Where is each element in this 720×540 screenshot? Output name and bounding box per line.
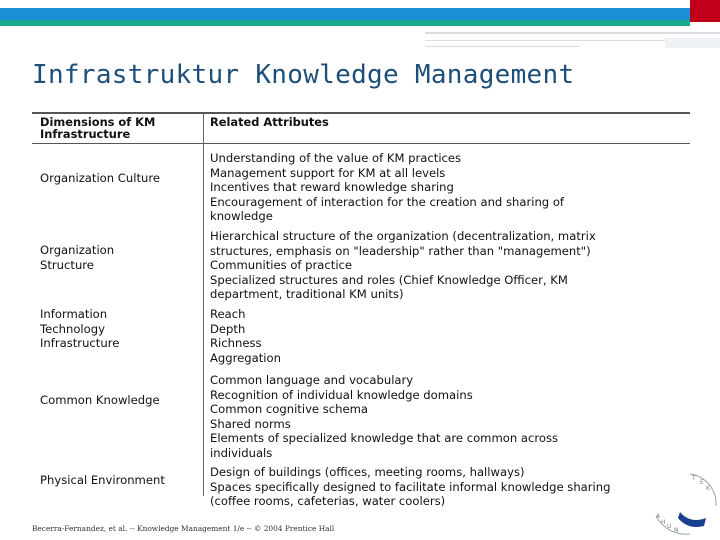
attribute-line: Understanding of the value of KM practices (210, 151, 462, 165)
header-band-white (0, 0, 700, 8)
column-header-line: Infrastructure (40, 127, 131, 141)
svg-text:T: T (692, 475, 696, 482)
dimension-line: Information (40, 307, 108, 321)
attribute-line: Recognition of individual knowledge domains (210, 387, 473, 402)
slide-footer: Becerra-Fernandez, et al. -- Knowledge Management 1/e -- © 2004 Prentice Hall (32, 524, 335, 533)
svg-text:K: K (706, 485, 710, 492)
dimension-line: Structure (40, 257, 94, 272)
attribute-line: Aggregation (210, 350, 281, 365)
table-row-dimension (40, 171, 200, 186)
attribute-line: Hierarchical structure of the organization (decentralization, matrix (210, 229, 596, 243)
university-seal-logo (650, 466, 720, 536)
dimension-line: Infrastructure (40, 336, 120, 350)
svg-text:N: N (674, 527, 679, 534)
attribute-line: Design of buildings (offices, meeting rooms, hallways) (210, 465, 525, 479)
attribute-line: Common cognitive schema (210, 402, 369, 416)
table-row-attributes (210, 151, 690, 224)
column-header-line: Dimensions of KM (40, 115, 156, 129)
table-top-rule (32, 112, 690, 114)
svg-text:E: E (700, 479, 704, 486)
attribute-line: (coffee rooms, cafeterias, water coolers) (210, 494, 446, 508)
header-rule (425, 46, 580, 47)
dimension-line: Organization (40, 243, 115, 257)
table-row-dimension (40, 393, 200, 408)
table-row-attributes (210, 373, 690, 460)
dimension-line: Organization Culture (40, 171, 161, 185)
column-header-attributes: Related Attributes (210, 115, 329, 129)
table-row-attributes (210, 229, 690, 302)
attribute-line: Richness (210, 336, 262, 350)
attribute-line: Elements of specialized knowledge that are common across (210, 431, 559, 445)
header-band (0, 0, 720, 34)
header-rule (425, 40, 665, 41)
dimension-line: Technology (40, 321, 105, 336)
dimension-line: Common Knowledge (40, 393, 160, 407)
attribute-line: Reach (210, 307, 246, 321)
attribute-line: Encouragement of interaction for the creation and sharing of (210, 194, 565, 209)
attribute-line: department, traditional KM units) (210, 287, 404, 301)
svg-text:U: U (667, 523, 672, 530)
header-rule (665, 38, 720, 48)
attribute-line: Spaces specifically designed to facilitate informal knowledge sharing (210, 479, 611, 494)
header-band-red (690, 0, 720, 22)
attribute-line: Communities of practice (210, 258, 353, 272)
svg-text:A: A (656, 513, 661, 520)
page-title: Infrastruktur Knowledge Management (32, 60, 575, 90)
attribute-line: individuals (210, 445, 273, 460)
attribute-line: knowledge (210, 209, 273, 223)
attribute-line: Depth (210, 321, 246, 336)
attribute-line: structures, emphasis on "leadership" rather than "management") (210, 243, 591, 258)
attribute-line: Management support for KM at all levels (210, 165, 446, 180)
attribute-line: Shared norms (210, 416, 291, 431)
column-header-dimension (40, 116, 200, 140)
svg-text:H: H (661, 519, 666, 526)
km-infrastructure-table (32, 112, 690, 508)
table-column-divider (203, 114, 204, 496)
table-row-dimension (40, 243, 200, 272)
table-row-dimension (40, 473, 200, 488)
header-band-blue (0, 8, 690, 20)
table-row-attributes (210, 307, 690, 365)
dimension-line: Physical Environment (40, 473, 165, 487)
attribute-line: Specialized structures and roles (Chief Knowledge Officer, KM (210, 272, 568, 287)
table-row-attributes (210, 465, 690, 509)
table-row-dimension (40, 307, 200, 351)
attribute-line: Incentives that reward knowledge sharing (210, 180, 454, 194)
attribute-line: Common language and vocabulary (210, 373, 414, 387)
header-rule (425, 32, 720, 34)
table-header-rule (32, 143, 690, 144)
header-band-teal (0, 20, 690, 26)
